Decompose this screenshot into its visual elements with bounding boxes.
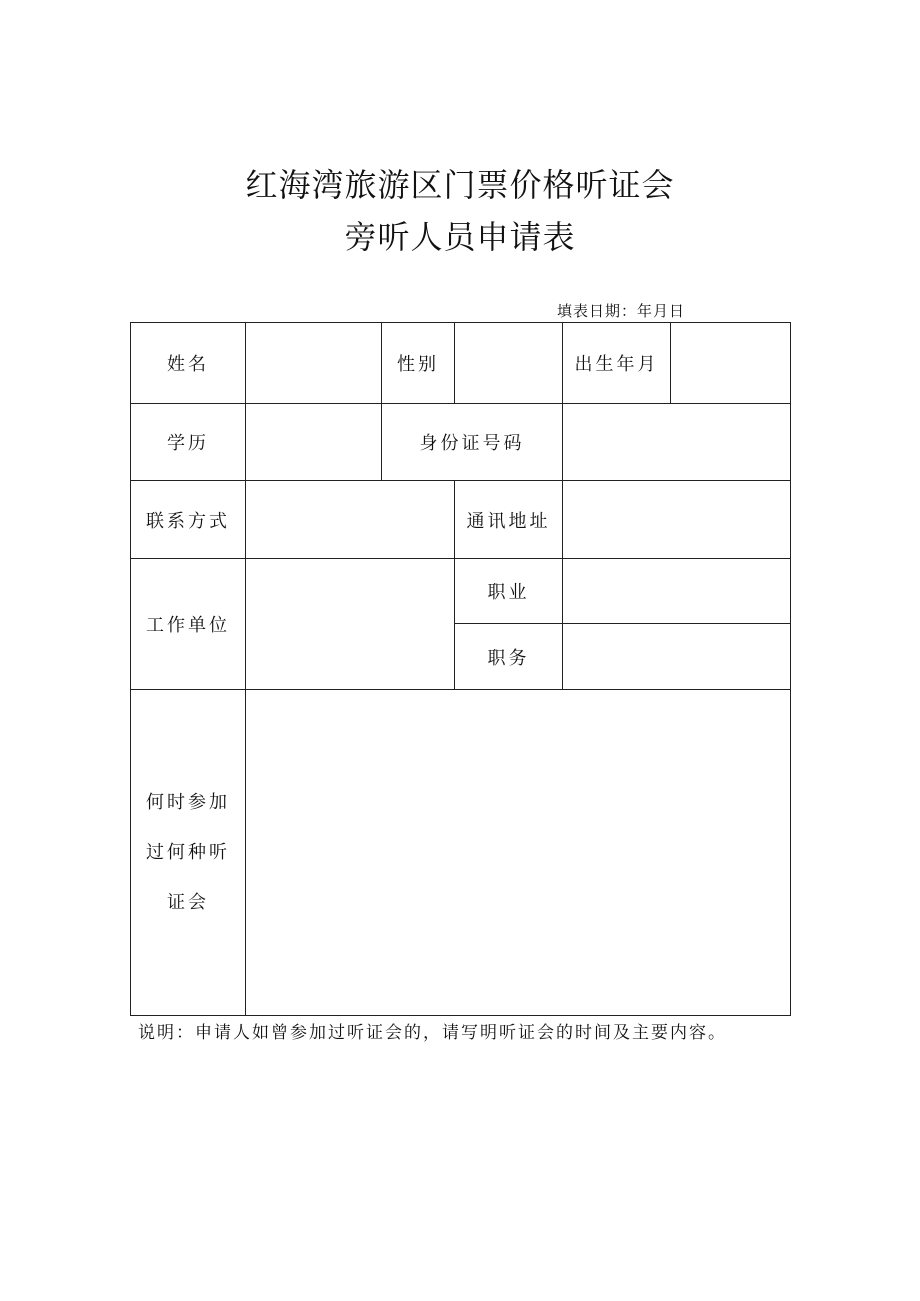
hearing-history-label-line1: 何时参加	[146, 791, 230, 813]
contact-field[interactable]	[246, 481, 455, 559]
position-field[interactable]	[563, 624, 791, 690]
education-label: 学历	[131, 404, 246, 481]
fill-date-label: 填表日期：年月日	[557, 302, 686, 320]
name-label: 姓名	[131, 323, 246, 404]
hearing-history-label	[131, 690, 246, 1016]
employer-label: 工作单位	[131, 559, 246, 690]
id-number-label: 身份证号码	[382, 404, 563, 481]
birth-field[interactable]	[671, 323, 791, 404]
hearing-history-label-line3: 证会	[167, 891, 209, 913]
hearing-history-field[interactable]	[246, 690, 791, 1016]
hearing-history-label-line2: 过何种听	[146, 841, 230, 863]
occupation-field[interactable]	[563, 559, 791, 624]
occupation-label: 职业	[455, 559, 563, 624]
application-form-table	[130, 322, 791, 1016]
gender-label: 性别	[382, 323, 455, 404]
form-note: 说明：申请人如曾参加过听证会的，请写明听证会的时间及主要内容。	[138, 1023, 727, 1043]
education-field[interactable]	[246, 404, 382, 481]
employer-field[interactable]	[246, 559, 455, 690]
form-title: 红海湾旅游区门票价格听证会	[245, 166, 675, 204]
position-label: 职务	[455, 624, 563, 690]
id-number-field[interactable]	[563, 404, 791, 481]
address-label: 通讯地址	[455, 481, 563, 559]
contact-label: 联系方式	[131, 481, 246, 559]
form-subtitle: 旁听人员申请表	[344, 218, 576, 256]
gender-field[interactable]	[455, 323, 563, 404]
address-field[interactable]	[563, 481, 791, 559]
birth-label: 出生年月	[563, 323, 671, 404]
name-field[interactable]	[246, 323, 382, 404]
